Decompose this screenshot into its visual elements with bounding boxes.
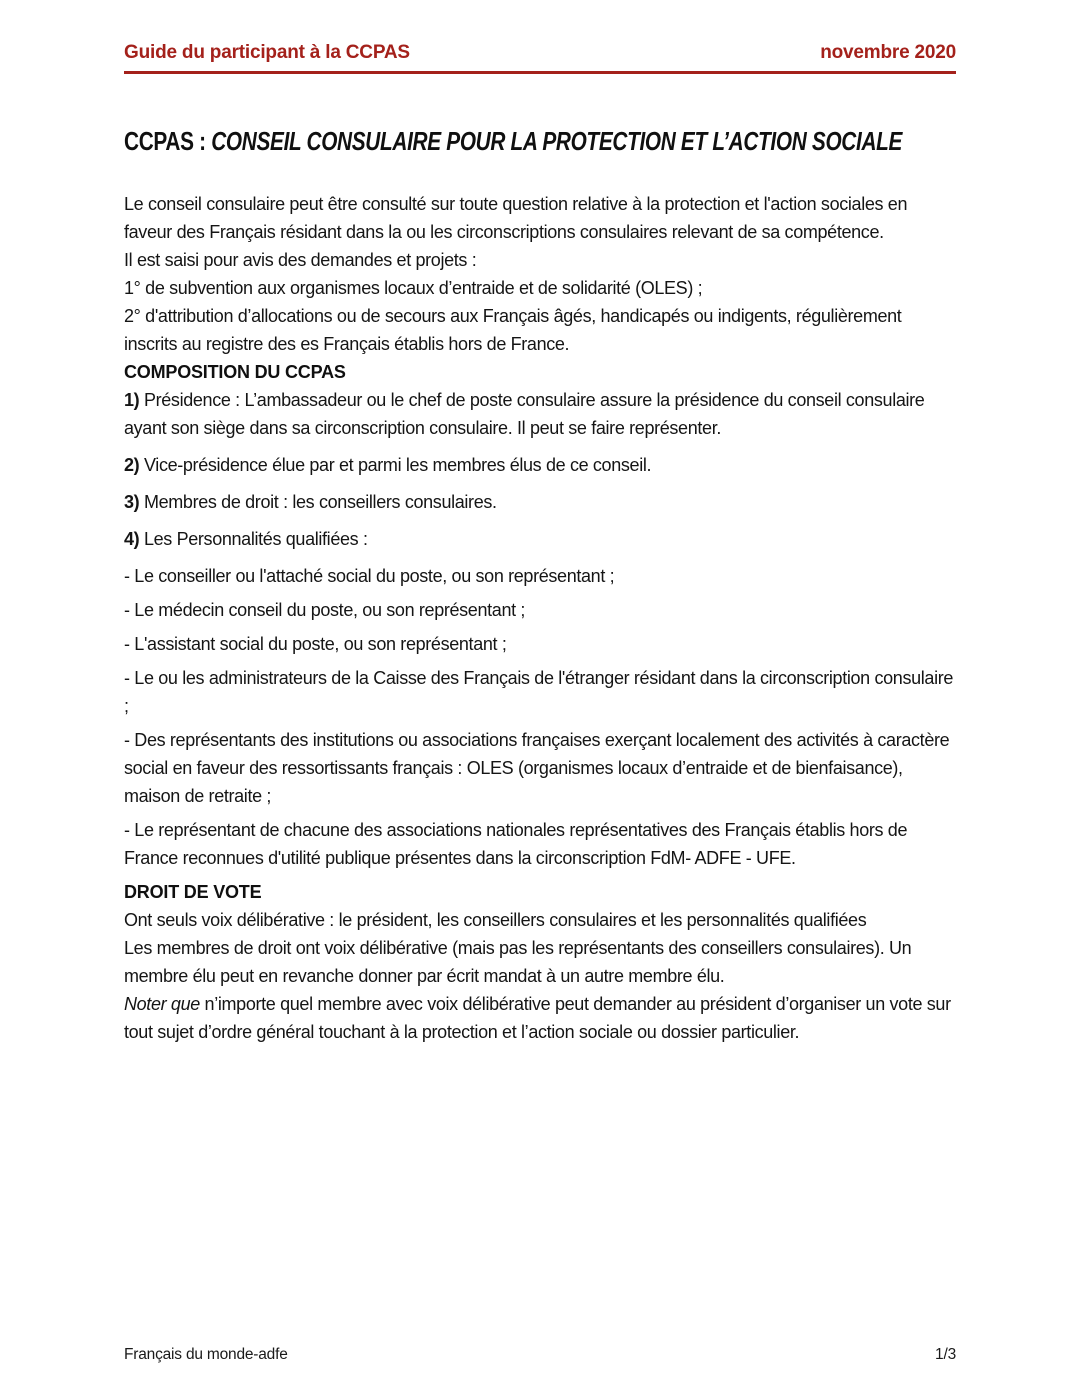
intro-item-1: 1° de subvention aux organismes locaux d’entraide et de solidarité (OLES) ;	[124, 278, 703, 298]
item-number: 3)	[124, 492, 140, 512]
item-text: Présidence : L’ambassadeur ou le chef de poste consulaire assure la présidence du conseil consulaire ayant son siège dans sa circonscription consulaire. Il peut se faire représenter.	[124, 390, 925, 438]
header-guide-title: Guide du participant à la CCPAS	[124, 42, 410, 63]
item-number: 1)	[124, 390, 140, 410]
bullet-assistant-social: - L'assistant social du poste, ou son représentant ;	[124, 634, 507, 654]
document-title	[124, 126, 903, 157]
composition-heading: COMPOSITION DU CCPAS	[124, 362, 346, 382]
vote-section	[124, 878, 956, 1046]
header-date: novembre 2020	[820, 42, 956, 63]
bullet-administrateurs-caisse: - Le ou les administrateurs de la Caisse des Français de l'étranger résidant dans la circonscription consulaire ;	[124, 668, 954, 716]
intro-item-2: 2° d'attribution d’allocations ou de secours aux Français âgés, handicapés ou indigents, régulièrement inscrits au registre des es Français établis hors de France.	[124, 306, 902, 354]
footer-organization: Français du monde-adfe	[124, 1346, 288, 1363]
page-footer	[124, 1346, 956, 1364]
item-text: Vice-présidence élue par et parmi les membres élus de ce conseil.	[139, 455, 652, 475]
bullet-representant-associations: - Le représentant de chacune des associations nationales représentatives des Français établis hors de France reconnues d'utilité publique présentes dans la circonscription FdM- ADFE - UFE.	[124, 820, 908, 868]
intro-section	[124, 190, 956, 358]
item-number: 4)	[124, 529, 140, 549]
composition-section	[124, 358, 956, 872]
bullet-medecin-conseil: - Le médecin conseil du poste, ou son représentant ;	[124, 600, 526, 620]
intro-saisi-line: Il est saisi pour avis des demandes et projets :	[124, 250, 477, 270]
composition-item-presidence	[124, 386, 956, 442]
vote-note-rest: n’importe quel membre avec voix délibérative peut demander au président d’organiser un vote sur tout sujet d’ordre général touchant à la protection et l’action sociale ou dossier particulier.	[124, 994, 951, 1042]
vote-paragraph-1: Ont seuls voix délibérative : le président, les conseillers consulaires et les personnalités qualifiées	[124, 910, 867, 930]
document-title-prefix: CCPAS :	[124, 126, 212, 156]
footer-page-number: 1/3	[935, 1346, 956, 1363]
vote-note	[124, 990, 956, 1046]
bullet-representants-institutions: - Des représentants des institutions ou associations françaises exerçant localement des activités à caractère social en faveur des ressortissants français : OLES (organismes locaux d’entraide et de bienfaisance), maison de retraite ;	[124, 730, 950, 806]
vote-heading: DROIT DE VOTE	[124, 882, 262, 902]
composition-item-personnalites	[124, 525, 956, 553]
item-number: 2)	[124, 455, 140, 475]
vote-paragraph-2: Les membres de droit ont voix délibérative (mais pas les représentants des conseillers consulaires). Un membre élu peut en revanche donner par écrit mandat à un autre membre élu.	[124, 938, 912, 986]
page-header	[124, 42, 956, 74]
document-title-main: CONSEIL CONSULAIRE POUR LA PROTECTION ET L’ACTION SOCIALE	[211, 126, 903, 156]
intro-paragraph: Le conseil consulaire peut être consulté sur toute question relative à la protection et l'action sociales en faveur des Français résidant dans la ou les circonscriptions consulaires relevant de sa compétence.	[124, 194, 908, 242]
bullet-conseiller-social: - Le conseiller ou l'attaché social du poste, ou son représentant ;	[124, 566, 615, 586]
composition-item-membres-droit	[124, 488, 956, 516]
composition-item-vice-presidence	[124, 451, 956, 479]
item-text: Membres de droit : les conseillers consulaires.	[139, 492, 497, 512]
item-text: Les Personnalités qualifiées :	[139, 529, 368, 549]
vote-note-lead: Noter que	[124, 994, 200, 1014]
